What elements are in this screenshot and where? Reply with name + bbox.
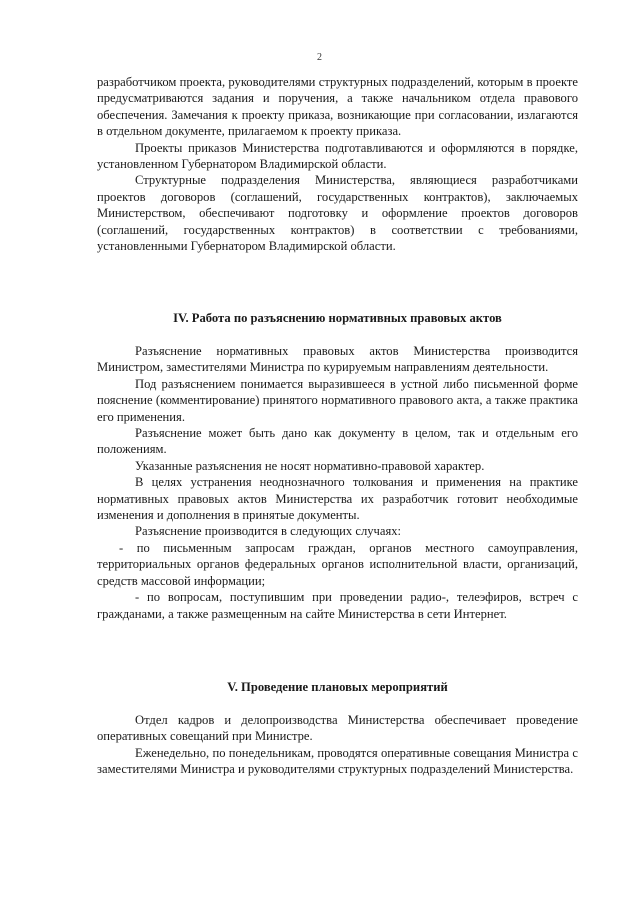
section-iv-body bbox=[97, 343, 578, 622]
paragraph: Разъяснение может быть дано как документу в целом, так и отдельным его положениям. bbox=[97, 426, 578, 457]
paragraph: Под разъяснением понимается выразившееся в устной либо письменной форме пояснение (комментирование) принятого нормативного правового акта, а также практика его применения. bbox=[97, 376, 578, 424]
section-heading-iv: IV. Работа по разъяснению нормативных правовых актов bbox=[173, 311, 502, 325]
section-heading-v: V. Проведение плановых мероприятий bbox=[227, 680, 448, 694]
paragraph: разработчиком проекта, руководителями структурных подразделений, которым в проекте предусматриваются задания и поручения, а также начальником отдела правового обеспечения. Замечания к проекту приказа, возникающие при согласовании, излагаются в отдельном документе, прилагаемом к проекту приказа. bbox=[97, 75, 578, 139]
paragraph: Разъяснение производится в следующих случаях: bbox=[135, 524, 402, 539]
paragraph: В целях устранения неоднозначного толкования и применения на практике нормативных правовых актов Министерства их разработчик готовит необходимые изменения и дополнения в принятые документы. bbox=[97, 475, 578, 523]
paragraph: Указанные разъяснения не носят нормативно-правовой характер. bbox=[135, 458, 485, 473]
paragraph: Структурные подразделения Министерства, являющиеся разработчиками проектов договоров (соглашений, государственных контрактов), заключаемых Министерством, обеспечивают подготовку и оформление проектов договоров (соглашений, государственных контрактов) в соответствии с требованиями, установленными Губернатором Владимирской области. bbox=[97, 173, 578, 254]
paragraph: Еженедельно, по понедельникам, проводятся оперативные совещания Министра с заместителями Министра и руководителями структурных подразделений Министерства. bbox=[97, 745, 578, 777]
paragraph: Разъяснение нормативных правовых актов Министерства производится Министром, заместителями Министра по курируемым направлениям деятельности. bbox=[97, 344, 578, 375]
paragraph: Отдел кадров и делопроизводства Министерства обеспечивает проведение оперативных совещаний при Министре. bbox=[97, 713, 578, 744]
paragraph: Проекты приказов Министерства подготавливаются и оформляются в порядке, установленном Губернатором Владимирской области. bbox=[97, 140, 578, 172]
list-item: - по письменным запросам граждан, органов местного самоуправления, территориальных органов федеральных органов исполнительной власти, организаций, средств массовой информации; bbox=[97, 540, 578, 588]
list-item: - по вопросам, поступившим при проведении радио-, телеэфиров, встреч с гражданами, а также размещенным на сайте Министерства в сети Интернет. bbox=[97, 590, 578, 621]
section-continuation bbox=[97, 74, 578, 254]
section-v-body bbox=[97, 712, 578, 778]
page-number: 2 bbox=[317, 52, 322, 63]
